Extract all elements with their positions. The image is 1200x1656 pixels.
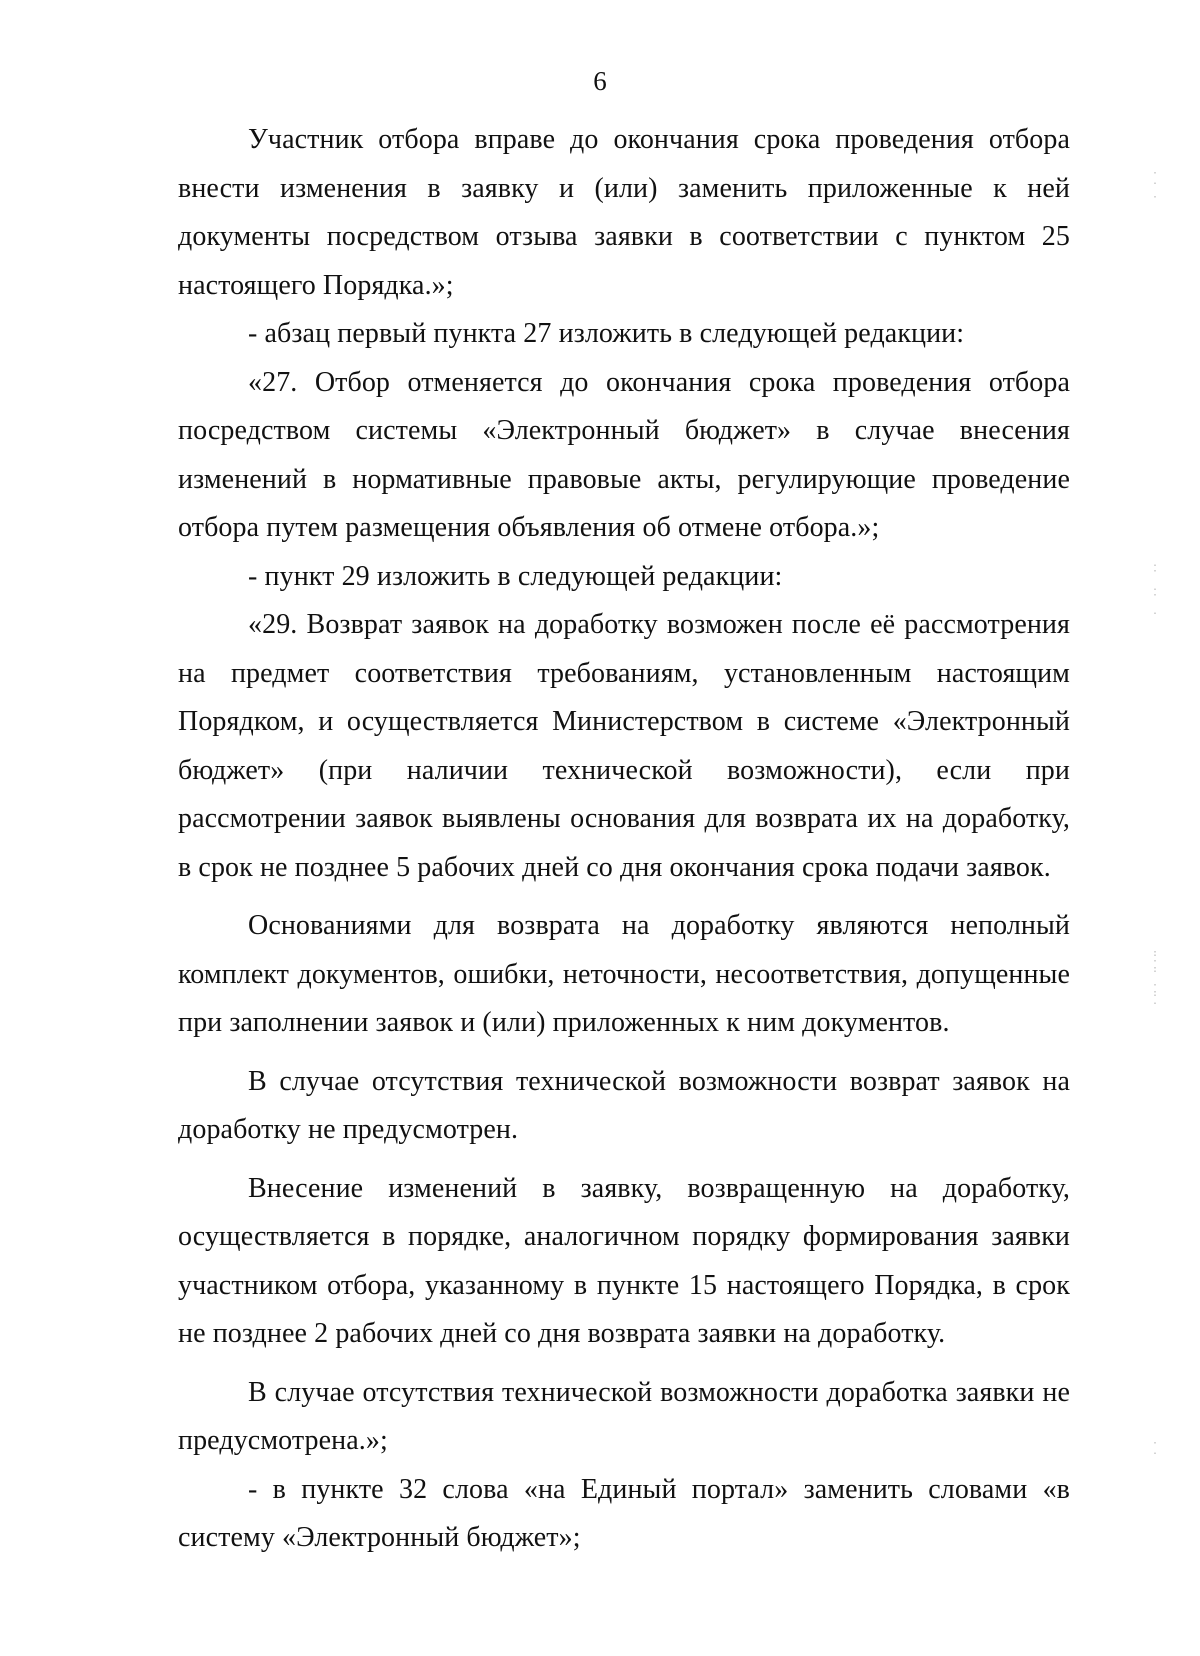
scan-noise-lower: : · : · : .	[1152, 948, 1159, 1007]
paragraph-withdrawal: Участник отбора вправе до окончания срока проведения отбора внести изменения в заявку и (или) заменить приложенные к ней документы посредством отзыва заявки в соответствии с пунктом 25 настоящего Порядка.»;	[178, 124, 1070, 301]
paragraph-no-technical-revision: В случае отсутствия технической возможности доработка заявки не предусмотрена.»;	[178, 1376, 1070, 1456]
scan-noise-top: · . ·	[1152, 168, 1159, 203]
paragraph-amendment-procedure: Внесение изменений в заявку, возвращенную на доработку, осуществляется в порядке, аналогичном порядку формирования заявки участником отбора, указанному в пункте 15 настоящего Порядка, в срок не позднее 2 рабочих дней со дня возврата заявки на доработку.	[178, 1172, 1070, 1349]
document-body	[178, 116, 1070, 1563]
paragraph-item27-instruction: - абзац первый пункта 27 изложить в следующей редакции:	[248, 318, 965, 349]
paragraph-return-grounds: Основаниями для возврата на доработку являются неполный комплект документов, ошибки, неточности, несоответствия, допущенные при заполнении заявок и (или) приложенных к ним документов.	[178, 910, 1070, 1038]
paragraph-item27: «27. Отбор отменяется до окончания срока проведения отбора посредством системы «Электронный бюджет» в случае внесения изменений в нормативные правовые акты, регулирующие проведение отбора путем размещения объявления об отмене отбора.»;	[178, 366, 1070, 543]
paragraph-item32: - в пункте 32 слова «на Единый портал» заменить словами «в систему «Электронный бюджет»;	[178, 1473, 1070, 1553]
page-number: 6	[593, 66, 607, 96]
paragraph-item29: «29. Возврат заявок на доработку возможен после её рассмотрения на предмет соответствия требованиям, установленным настоящим Порядком, и осуществляется Министерством в системе «Электронный бюджет» (при наличии технической возможности), если при рассмотрении заявок выявлены основания для возврата их на доработку, в срок не позднее 5 рабочих дней со дня окончания срока подачи заявок.	[178, 609, 1070, 883]
paragraph-item29-instruction: - пункт 29 изложить в следующей редакции:	[248, 560, 783, 592]
scan-noise-middle: . · . · .	[1152, 558, 1159, 617]
scan-noise-bottom: · .	[1152, 1438, 1159, 1457]
paragraph-no-technical-return: В случае отсутствия технической возможности возврат заявок на доработку не предусмотрен.	[178, 1065, 1070, 1145]
